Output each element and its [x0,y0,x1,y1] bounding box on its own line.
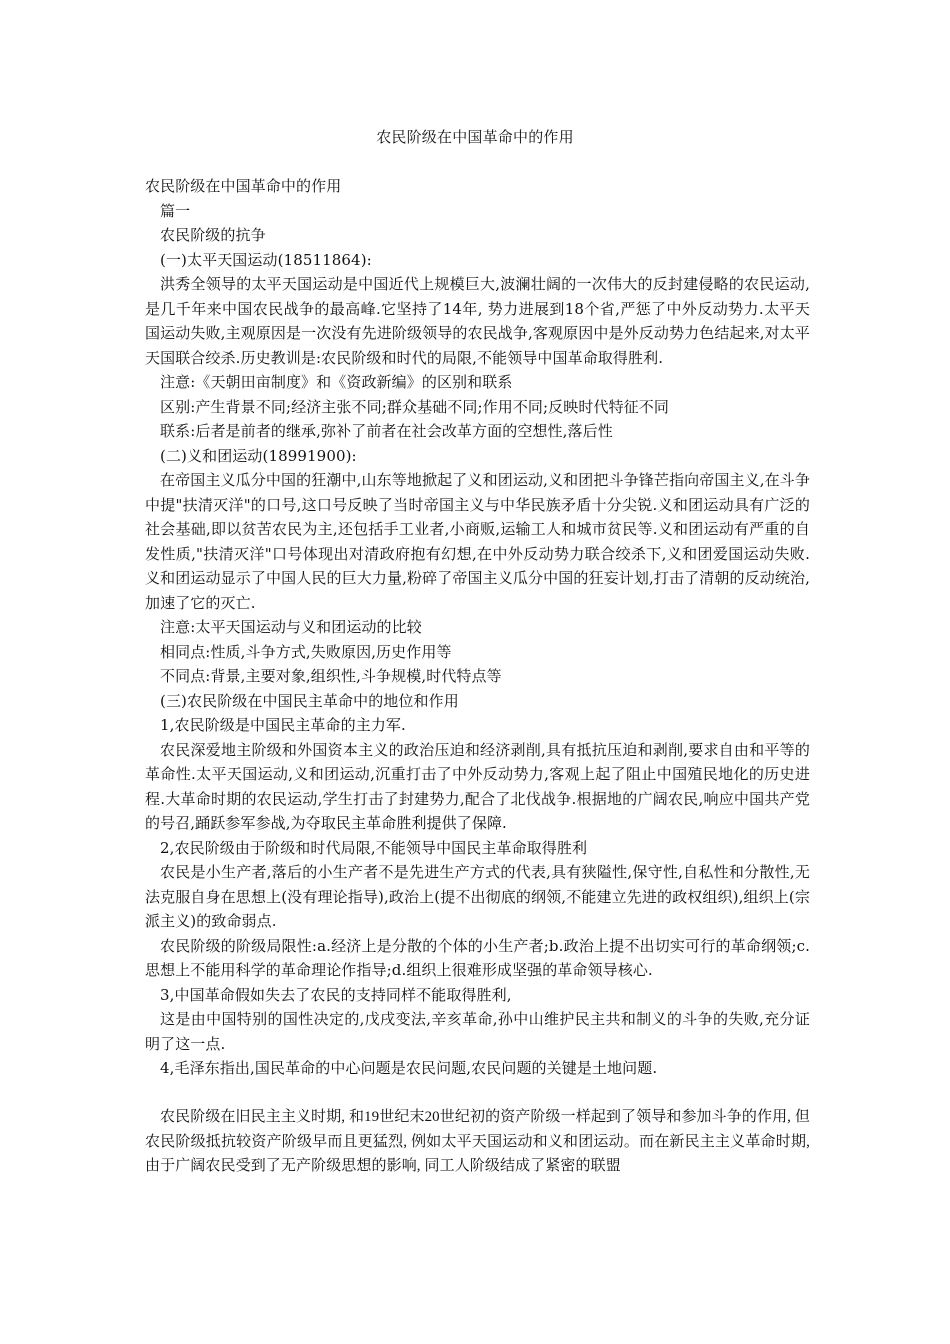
paragraph: 农民深爱地主阶级和外国资本主义的政治压迫和经济剥削,具有抵抗压迫和剥削,要求自由和平等的革命性.太平天国运动,义和团运动,沉重打击了中外反动势力,客观上起了阻止中国殖民地化的历史进程.大革命时期的农民运动,学生打击了封建势力,配合了北伐战争.根据地的广阔农民,响应中国共产党的号召,踊跃参军参战,为夺取民主革命胜利提供了保障. [145,740,810,832]
document-body [145,174,810,1179]
blank-line [145,1081,810,1106]
subheading: (三)农民阶级在中国民主革命中的地位和作用 [160,691,459,710]
paragraph: 农民阶级在旧民主主义时期, 和19世纪末20世纪初的资产阶级一样起到了领导和参加斗争的作用, 但农民阶级抵抗较资产阶级早而且更猛烈, 例如太平天国运动和义和团运动。而在新民主主义革命时期, 由于广阔农民受到了无产阶级思想的影响, 同工人阶级结成了紧密的联盟 [145,1109,810,1174]
paragraph: 农民是小生产者,落后的小生产者不是先进生产方式的代表,具有狭隘性,保守性,自私性和分散性,无法克服自身在思想上(没有理论指导),政治上(提不出彻底的纲领,不能建立先进的政权组织),组织上(宗派主义)的致命弱点. [145,863,810,930]
paragraph: 联系:后者是前者的继承,弥补了前者在社会改革方面的空想性,落后性 [160,422,613,440]
paragraph: 洪秀全领导的太平天国运动是中国近代上规模巨大,波澜壮阔的一次伟大的反封建侵略的农民运动,是几千年来中国农民战争的最高峰.它坚持了14年, 势力进展到18个省,严惩了中外反动势力.太平天国运动失败,主观原因是一次没有先进阶级领导的农民战争,客观原因中是外反动势力色结起来,对太平天国联合绞杀.历史教训是:农民阶级和时代的局限,不能领导中国革命取得胜利. [145,275,810,367]
paragraph: 4,毛泽东指出,国民革命的中心问题是农民问题,农民问题的关键是土地问题. [160,1059,658,1077]
paragraph: 农民阶级的阶级局限性:a.经济上是分散的个体的小生产者;b.政治上提不出切实可行的革命纲领;c.思想上不能用科学的革命理论作指导;d.组织上很难形成坚强的革命领导核心. [145,936,810,979]
paragraph: 相同点:性质,斗争方式,失败原因,历史作用等 [160,642,452,661]
subheading: (二)义和团运动(18991900): [160,446,357,465]
paragraph: 注意:太平天国运动与义和团运动的比较 [160,618,422,636]
paragraph: 不同点:背景,主要对象,组织性,斗争规模,时代特点等 [160,667,502,685]
paragraph: 区别:产生背景不同;经济主张不同;群众基础不同;作用不同;反映时代特征不同 [160,397,669,416]
paragraph: 3,中国革命假如失去了农民的支持同样不能取得胜利, [160,985,512,1004]
subheading: 农民阶级的抗争 [160,226,266,244]
paragraph: 2,农民阶级由于阶级和时代局限,不能领导中国民主革命取得胜利 [160,838,588,857]
part-label: 篇一 [160,201,191,220]
paragraph: 在帝国主义瓜分中国的狂潮中,山东等地掀起了义和团运动,义和团把斗争锋芒指向帝国主义,在斗争中提"扶清灭洋"的口号,这口号反映了当时帝国主义与中华民族矛盾十分尖锐.义和团运动具有广泛的社会基础,即以贫苦农民为主,还包括手工业者,小商贩,运输工人和城市贫民等.义和团运动有严重的自发性质,"扶清灭洋"口号体现出对清政府抱有幻想,在中外反动势力联合绞杀下,义和团爱国运动失败.义和团运动显示了中国人民的巨大力量,粉碎了帝国主义瓜分中国的狂妄计划,打击了清朝的反动统治,加速了它的灭亡. [145,471,810,612]
paragraph: 这是由中国特别的国性决定的,戊戌变法,辛亥革命,孙中山维护民主共和制义的斗争的失败,充分证明了这一点. [145,1010,810,1053]
paragraph: 注意:《天朝田亩制度》和《资政新编》的区别和联系 [160,373,513,391]
paragraph: 1,农民阶级是中国民主革命的主力军. [160,716,406,734]
subheading: (一)太平天国运动(18511864): [160,250,372,269]
document-title: 农民阶级在中国革命中的作用 [376,128,574,146]
section-heading: 农民阶级在中国革命中的作用 [145,177,342,195]
